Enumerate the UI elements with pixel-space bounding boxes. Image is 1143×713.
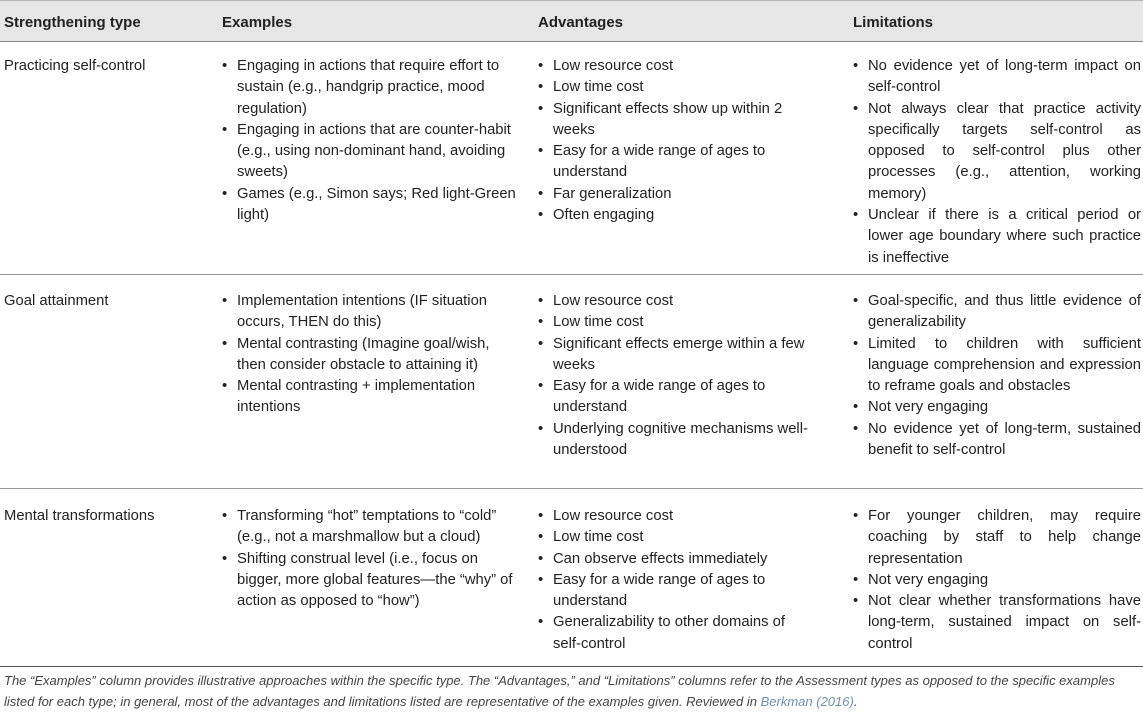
row-type-label: Mental transformations — [4, 508, 155, 524]
list-item: • Significant effects show up within 2 weeks — [538, 99, 808, 142]
list-item: • Transforming “hot” temptations to “cold” (e.g., not a marshmallow but a cloud) — [222, 506, 522, 549]
list-item: • Underlying cognitive mechanisms well-understood — [538, 419, 808, 462]
list-item: • Not always clear that practice activity specifically targets self-control as opposed to self-control plus other processes (e.g., attention, working memory) — [853, 99, 1141, 205]
list-item: • Low resource cost — [538, 56, 808, 77]
examples-list — [222, 56, 522, 226]
footnote-text: The “Examples” column provides illustrative approaches within the specific type. The “Advantages,” and “Limitations” columns refer to the Assessment types as opposed to the specific examples listed for each type; in general, most of the advantages and limitations listed are representative of the examples given. Reviewed in — [4, 673, 1115, 709]
list-item: • No evidence yet of long-term, sustained benefit to self-control — [853, 419, 1141, 462]
header-examples: Examples — [222, 14, 293, 31]
list-item: • Far generalization — [538, 184, 808, 205]
list-item: • Low time cost — [538, 527, 808, 548]
table-footnote — [4, 670, 1139, 712]
header-limitations: Limitations — [853, 14, 934, 31]
examples-list — [222, 506, 522, 612]
list-item: • Goal-specific, and thus little evidence of generalizability — [853, 291, 1141, 334]
advantages-list — [538, 291, 808, 461]
header-strengthening-type: Strengthening type — [4, 14, 141, 31]
list-item: • Easy for a wide range of ages to understand — [538, 376, 808, 419]
list-item: • Low time cost — [538, 312, 808, 333]
limitations-list — [853, 291, 1141, 461]
table-header — [0, 0, 1143, 42]
list-item: • Generalizability to other domains of self-control — [538, 612, 808, 655]
limitations-list — [853, 506, 1141, 655]
list-item: • Low resource cost — [538, 291, 808, 312]
list-item: • Shifting construal level (i.e., focus on bigger, more global features—the “why” of action as opposed to “how”) — [222, 549, 522, 613]
examples-list — [222, 291, 522, 419]
limitations-list — [853, 56, 1141, 269]
list-item: • Not clear whether transformations have long-term, sustained impact on self-control — [853, 591, 1141, 655]
advantages-list — [538, 506, 808, 655]
list-item: • Engaging in actions that are counter-habit (e.g., using non-dominant hand, avoiding sweets) — [222, 120, 522, 184]
list-item: • Unclear if there is a critical period or lower age boundary where such practice is ineffective — [853, 205, 1141, 269]
list-item: • Easy for a wide range of ages to understand — [538, 141, 808, 184]
list-item: • Mental contrasting (Imagine goal/wish, then consider obstacle to attaining it) — [222, 334, 522, 377]
citation-link[interactable]: Berkman (2016) — [760, 694, 854, 709]
table-row-mental-transformations — [0, 489, 1143, 666]
list-item: • Games (e.g., Simon says; Red light-Green light) — [222, 184, 522, 227]
advantages-list — [538, 56, 808, 226]
list-item: • Low resource cost — [538, 506, 808, 527]
list-item: • Not very engaging — [853, 570, 1141, 591]
list-item: • Low time cost — [538, 77, 808, 98]
row-type-label: Goal attainment — [4, 293, 109, 309]
row-type-label: Practicing self-control — [4, 58, 146, 74]
header-advantages: Advantages — [538, 14, 624, 31]
list-item: • Mental contrasting + implementation intentions — [222, 376, 522, 419]
list-item: • Engaging in actions that require effort to sustain (e.g., handgrip practice, mood regulation) — [222, 56, 522, 120]
list-item: • Implementation intentions (IF situation occurs, THEN do this) — [222, 291, 522, 334]
list-item: • Significant effects emerge within a few weeks — [538, 334, 808, 377]
list-item: • No evidence yet of long-term impact on self-control — [853, 56, 1141, 99]
list-item: • Often engaging — [538, 205, 808, 226]
table-row-goal-attainment — [0, 275, 1143, 489]
table-bottom-rule — [0, 666, 1143, 667]
list-item: • Limited to children with sufficient language comprehension and expression to reframe goals and obstacles — [853, 334, 1141, 398]
footnote-end: . — [853, 694, 858, 709]
list-item: • Not very engaging — [853, 397, 1141, 418]
list-item: • For younger children, may require coaching by staff to help change representation — [853, 506, 1141, 570]
table-row-practicing-self-control — [0, 42, 1143, 275]
list-item: • Can observe effects immediately — [538, 549, 808, 570]
list-item: • Easy for a wide range of ages to understand — [538, 570, 808, 613]
